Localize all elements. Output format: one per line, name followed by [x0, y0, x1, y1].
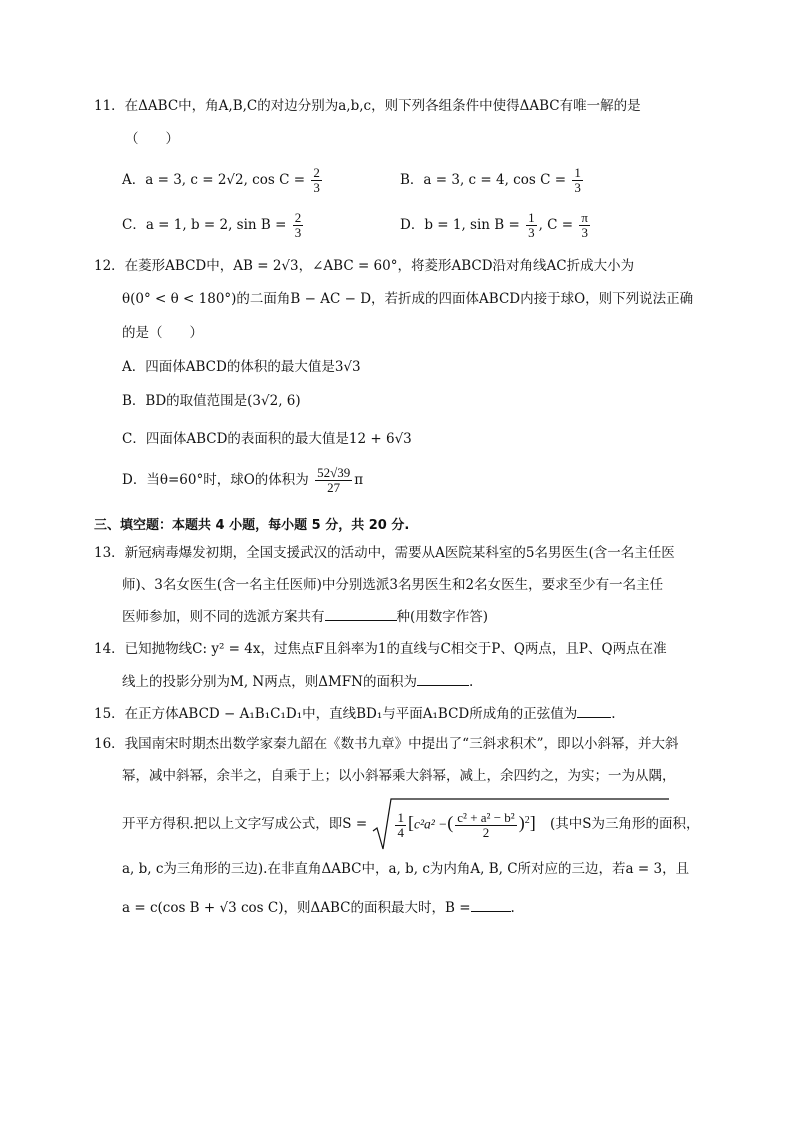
frac-num: 1 — [528, 210, 535, 225]
paren-right: ) — [518, 812, 525, 833]
q14-line1: 14．已知抛物线C: y² = 4x，过焦点F且斜率为1的直线与C相交于P、Q两点，且P、Q两点在准 — [94, 641, 667, 657]
q12-option-b: B．BD的取值范围是(3√2, 6) — [122, 393, 301, 409]
q13-line3 — [122, 606, 488, 627]
frac-den: 2 — [482, 824, 490, 840]
q11-option-c-text: C．a = 1, b = 2, sin B = — [122, 217, 287, 233]
q12-line2: θ(0° < θ < 180°)的二面角B − AC − D，若折成的四面体ABCD内接于球O，则下列说法正确 — [122, 291, 694, 307]
section-title: 三、填空题：本题共 4 小题，每小题 5 分，共 20 分. — [94, 518, 410, 533]
formula-inner-frac — [455, 811, 516, 840]
frac-num: 1 — [397, 809, 404, 825]
q12-option-a: A．四面体ABCD的体积的最大值是3√3 — [122, 359, 361, 375]
q11-option-d-frac1 — [526, 211, 537, 240]
q14-line2-post: . — [468, 674, 474, 690]
bracket-right: ] — [529, 812, 536, 833]
q16-line1: 16．我国南宋时期杰出数学家秦九韶在《数书九章》中提出了“三斜求积术”，即以小斜幂，并大斜 — [94, 736, 679, 752]
q11-option-c — [122, 210, 305, 240]
q13-line3-text: 医师参加，则不同的选派方案共有 — [122, 609, 325, 625]
answer-blank[interactable] — [577, 703, 611, 718]
q15-line-post: . — [611, 706, 616, 722]
frac-den: 4 — [397, 824, 404, 840]
frac-den: 3 — [581, 225, 588, 240]
q12-option-c: C．四面体ABCD的表面积的最大值是12 + 6√3 — [122, 431, 412, 447]
frac-num: 52√39 — [317, 465, 351, 480]
q15-line-text: 15．在正方体ABCD − A₁B₁C₁D₁中，直线BD₁与平面A₁BCD所成角的正弦值为 — [94, 706, 578, 722]
answer-blank[interactable] — [417, 671, 469, 686]
frac-den: 3 — [313, 180, 320, 195]
formula-body — [371, 807, 535, 840]
q16-line5-post: . — [510, 900, 515, 916]
q16-line3-post: (其中S为三角形的面积， — [549, 816, 700, 832]
q15-line — [94, 703, 616, 724]
frac-num: π — [581, 210, 588, 225]
q13-line1: 13．新冠病毒爆发初期，全国支援武汉的活动中，需要从A医院某科室的5名男医生(含一名主任医 — [94, 545, 675, 561]
q12-option-d-frac — [315, 466, 352, 495]
q11-option-a-frac — [311, 166, 322, 195]
q12-line1: 12．在菱形ABCD中，AB = 2√3，∠ABC = 60°，将菱形ABCD沿对角线AC折成大小为 — [94, 258, 635, 274]
q16-line2: 幂，减中斜幂，余半之，自乘于上；以小斜幂乘大斜幂，减上，余四约之，为实；一为从隅， — [122, 768, 676, 784]
answer-blank[interactable] — [471, 897, 511, 912]
q12-option-d-text: D．当θ=60°时，球O的体积为 — [122, 472, 309, 488]
q11-option-d — [400, 210, 592, 240]
frac-den: 3 — [574, 180, 581, 195]
formula-left: c²a² − — [413, 816, 448, 832]
frac-den: 3 — [294, 225, 302, 240]
formula-quarter — [395, 811, 406, 840]
q11-option-d-text: D．b = 1, sin B = — [400, 217, 520, 233]
frac-num: 2 — [294, 210, 302, 225]
q13-line3-post: 种(用数字作答) — [396, 609, 489, 625]
q11-paren: （ ） — [125, 131, 179, 147]
paren-left: ( — [447, 812, 454, 833]
q11-option-a — [122, 165, 324, 195]
q16-line3 — [122, 796, 700, 852]
q11-option-d-mid: , C = — [538, 217, 574, 233]
q14-line2-text: 线上的投影分别为M, N两点，则ΔMFN的面积为 — [122, 674, 417, 690]
q11-option-b — [400, 165, 585, 195]
formula-sqrt — [371, 797, 535, 853]
q16-line5-text: a = c(cos B + √3 cos C)，则ΔABC的面积最大时，B = — [122, 900, 471, 916]
q11-option-a-text: A．a = 3, c = 2√2, cos C = — [122, 172, 306, 188]
q11-stem: 11．在ΔABC中，角A,B,C的对边分别为a,b,c，则下列各组条件中使得ΔABC有唯一解的是 — [94, 98, 641, 114]
q11-option-c-frac — [293, 211, 304, 240]
q16-line4: a, b, c为三角形的三边).在非直角ΔABC中，a, b, c为内角A, B, C所对应的三边，若a = 3，且 — [122, 861, 690, 877]
q11-option-d-frac2 — [579, 211, 590, 240]
frac-num: 2 — [313, 165, 320, 180]
frac-num: 1 — [574, 165, 581, 180]
q16-line3-text: 开平方得积.把以上文字写成公式，即S = — [122, 816, 368, 832]
q14-line2 — [122, 671, 473, 692]
frac-num: c² + a² − b² — [457, 809, 515, 825]
q12-line3: 的是（ ） — [122, 325, 203, 341]
q11-option-b-frac — [572, 166, 583, 195]
q11-option-b-text: B．a = 3, c = 4, cos C = — [400, 172, 567, 188]
bracket-left: [ — [407, 812, 414, 833]
q12-option-d-post: π — [354, 472, 364, 488]
frac-den: 27 — [327, 480, 341, 495]
q16-line5 — [122, 897, 515, 918]
frac-den: 3 — [528, 225, 535, 240]
q12-option-d — [122, 462, 363, 498]
answer-blank[interactable] — [325, 606, 397, 621]
formula-power: 2 — [524, 815, 530, 826]
q13-line2: 师)、3名女医生(含一名主任医师)中分别选派3名男医生和2名女医生，要求至少有一名主任 — [122, 577, 664, 593]
